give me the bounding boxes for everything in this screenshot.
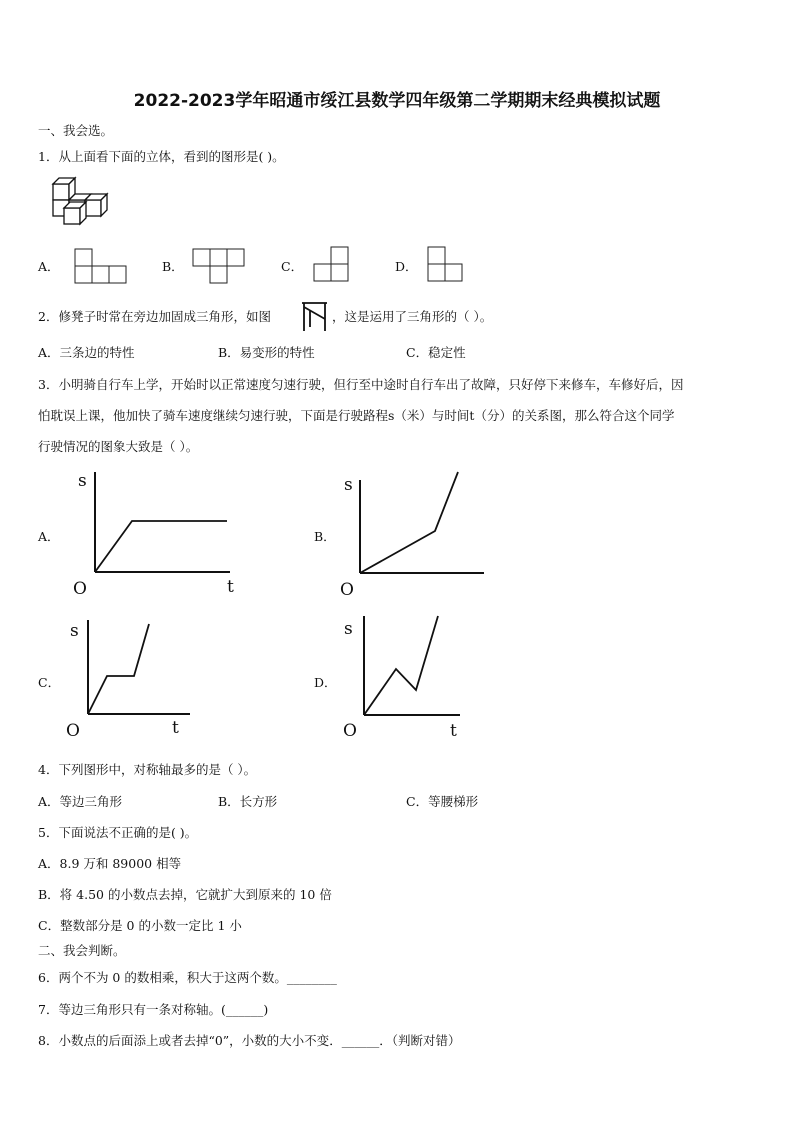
q3-option-d-label[interactable]: D．	[314, 675, 337, 690]
q3-graph-d	[340, 612, 470, 740]
q3-option-c-label[interactable]: C．	[38, 675, 61, 690]
question-2-text-before: 2．修凳子时常在旁边加固成三角形，如图	[38, 309, 271, 324]
q1-option-a-label[interactable]: A．	[38, 259, 60, 274]
q3-graph-b	[338, 468, 498, 603]
question-7-text[interactable]: 7．等边三角形只有一条对称轴。(______)	[38, 1002, 269, 1017]
origin-label: O	[340, 580, 354, 600]
q3-graph-c	[62, 618, 202, 740]
q1-option-c-figure	[313, 246, 351, 282]
origin-label: O	[343, 721, 357, 741]
question-1-text: 1．从上面看下面的立体，看到的图形是( )。	[38, 149, 285, 164]
q1-option-b-label[interactable]: B．	[162, 259, 184, 274]
q4-option-b[interactable]: B．长方形	[218, 794, 278, 809]
question-6-text[interactable]: 6．两个不为 0 的数相乘，积大于这两个数。________	[38, 970, 337, 985]
q3-option-a-label[interactable]: A．	[38, 529, 60, 544]
question-5-text: 5．下面说法不正确的是( )。	[38, 825, 198, 840]
q3-option-b-label[interactable]: B．	[314, 529, 336, 544]
question-3-line-1: 3．小明骑自行车上学，开始时以正常速度匀速行驶，但行至中途时自行车出了故障，只好停下来修车，车修好后，因	[38, 377, 684, 392]
section-heading-judge: 二、我会判断。	[38, 943, 126, 958]
q1-option-d-label[interactable]: D．	[395, 259, 418, 274]
x-axis-label: t	[450, 721, 457, 741]
x-axis-label: t	[172, 718, 179, 738]
q4-option-c[interactable]: C．等腰梯形	[406, 794, 479, 809]
q1-option-d-figure	[427, 246, 465, 282]
q3-graph-a	[70, 468, 250, 603]
page-title: 2022-2023学年昭通市绥江县数学四年级第二学期期末经典模拟试题	[133, 91, 661, 111]
y-axis-label: s	[344, 619, 353, 639]
y-axis-label: s	[78, 471, 87, 491]
question-8-text[interactable]: 8．小数点的后面添上或者去掉“0”，小数的大小不变．______．（判断对错）	[38, 1033, 461, 1048]
question-2-text-after: ，这是运用了三角形的（ ）。	[332, 309, 493, 324]
q2-option-c[interactable]: C．稳定性	[406, 345, 466, 360]
y-axis-label: s	[344, 475, 353, 495]
question-3-line-3: 行驶情况的图象大致是（ ）。	[38, 439, 199, 454]
question-3-line-2: 怕耽误上课，他加快了骑车速度继续匀速行驶，下面是行驶路程s（米）与时间t（分）的关系图，那么符合这个同学	[38, 408, 675, 423]
y-axis-label: s	[70, 621, 79, 641]
q1-option-c-label[interactable]: C．	[281, 259, 304, 274]
q2-option-b[interactable]: B．易变形的特性	[218, 345, 315, 360]
q4-option-a[interactable]: A．等边三角形	[38, 794, 123, 809]
stool-icon	[300, 297, 330, 333]
q1-cube-figure	[48, 176, 118, 228]
q5-option-b[interactable]: B．将 4.50 的小数点去掉，它就扩大到原来的 10 倍	[38, 887, 332, 902]
q2-option-a[interactable]: A．三条边的特性	[38, 345, 135, 360]
question-4-text: 4．下列图形中，对称轴最多的是（ ）。	[38, 762, 257, 777]
q5-option-c[interactable]: C．整数部分是 0 的小数一定比 1 小	[38, 918, 242, 933]
q1-option-b-figure	[192, 248, 246, 284]
origin-label: O	[66, 721, 80, 741]
x-axis-label: t	[227, 577, 234, 597]
q5-option-a[interactable]: A．8.9 万和 89000 相等	[38, 856, 182, 871]
origin-label: O	[73, 579, 87, 599]
section-heading-choice: 一、我会选。	[38, 123, 114, 138]
q1-option-a-figure	[74, 248, 128, 284]
